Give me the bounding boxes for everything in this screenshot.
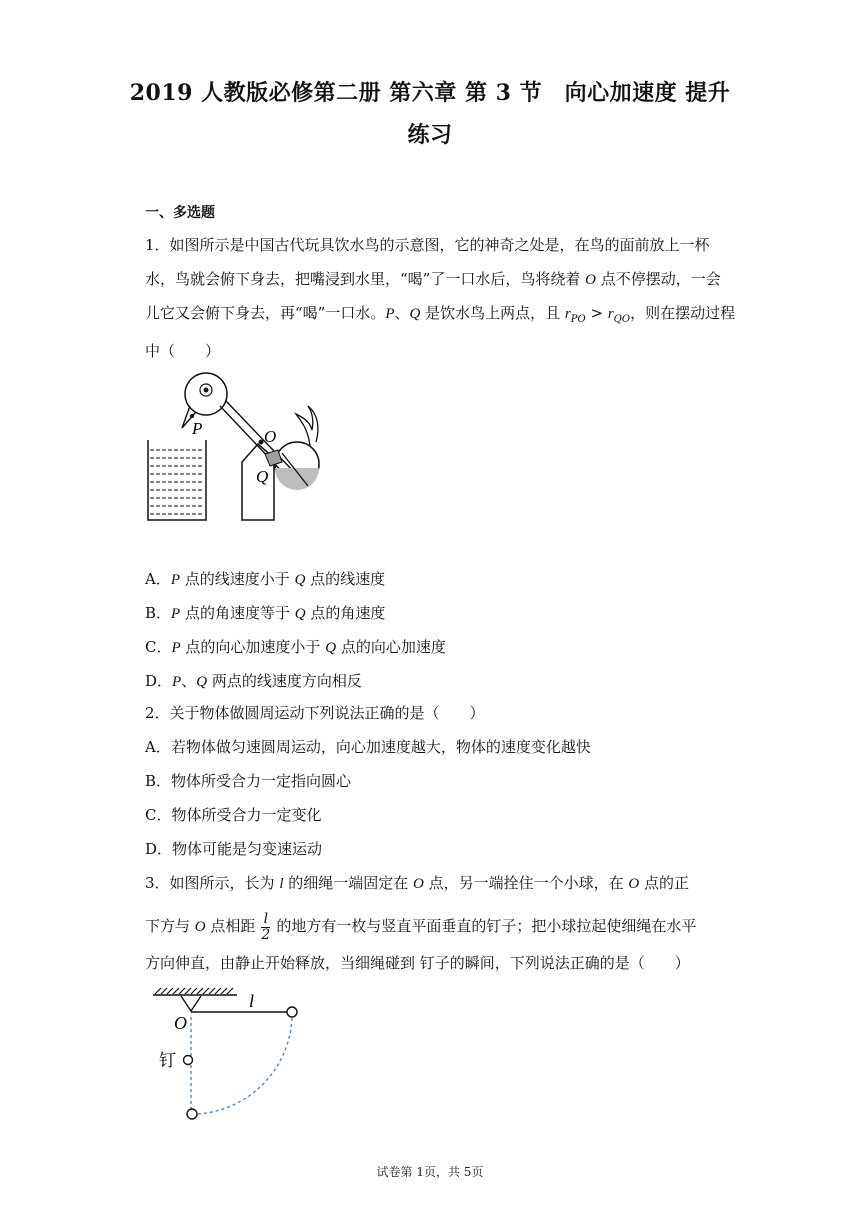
page-title-line1: 2019 人教版必修第二册 第六章 第 3 节 向心加速度 提升: [129, 80, 731, 106]
q3-line1: 3．如图所示，长为 l 的细绳一端固定在 O 点，另一端拴住一个小球，在 O 点的正: [145, 874, 690, 892]
q1-option: D．P、Q 两点的线速度方向相反: [145, 672, 362, 690]
q2-option: C．物体所受合力一定变化: [145, 806, 322, 824]
q1-option: B．P 点的角速度等于 Q 点的角速度: [145, 604, 386, 622]
q3-line3: 方向伸直，由静止开始释放，当细绳碰到 钉子的瞬间，下列说法正确的是（ ）: [145, 954, 690, 972]
q2-option: D．物体可能是匀变速运动: [145, 840, 323, 858]
section-heading: 一、多选题: [145, 205, 215, 221]
q1-line1: 1．如图所示是中国古代玩具饮水鸟的示意图，它的神奇之处是，在鸟的面前放上一杯: [145, 236, 710, 254]
q2-stem: 2．关于物体做圆周运动下列说法正确的是（ ）: [145, 704, 485, 722]
label-o: O: [174, 1013, 187, 1033]
label-nail: 钉: [159, 1051, 176, 1071]
q1-line3: 儿它又会俯下身去，再“喝”一口水。P、Q 是饮水鸟上两点，且 $r_{PO} > r_{QO}$，则在摆动过程: [145, 304, 736, 325]
q1-line4: 中（ ）: [145, 342, 221, 360]
label-l: l: [249, 991, 255, 1011]
fraction-l-over-2: $\frac{l}{2}$: [261, 910, 271, 943]
page-footer: 试卷第 1页，共 5页: [376, 1165, 484, 1179]
label-q: Q: [256, 467, 269, 486]
q2-option: A．若物体做匀速圆周运动，向心加速度越大，物体的速度变化越快: [145, 738, 591, 756]
q1-option: A．P 点的线速度小于 Q 点的线速度: [145, 570, 386, 588]
label-o: O: [264, 427, 277, 446]
label-p: P: [192, 419, 203, 438]
q2-option: B．物体所受合力一定指向圆心: [145, 772, 352, 790]
drinking-bird-figure: [140, 368, 330, 528]
q1-option: C．P 点的向心加速度小于 Q 点的向心加速度: [145, 638, 446, 656]
q1-line2: 水，鸟就会俯下身去，把嘴浸到水里，“喝”了一口水后，鸟将绕着 O 点不停摆动，一会: [145, 270, 721, 288]
pendulum-figure: [145, 985, 315, 1125]
page-title-line2: 练习: [407, 122, 453, 148]
q3-line2: 下方与 O 点相距 $\frac{l}{2}$ 的地方有一枚与竖直平面垂直的钉子；把小球拉起使细绳在水平: [145, 910, 697, 943]
